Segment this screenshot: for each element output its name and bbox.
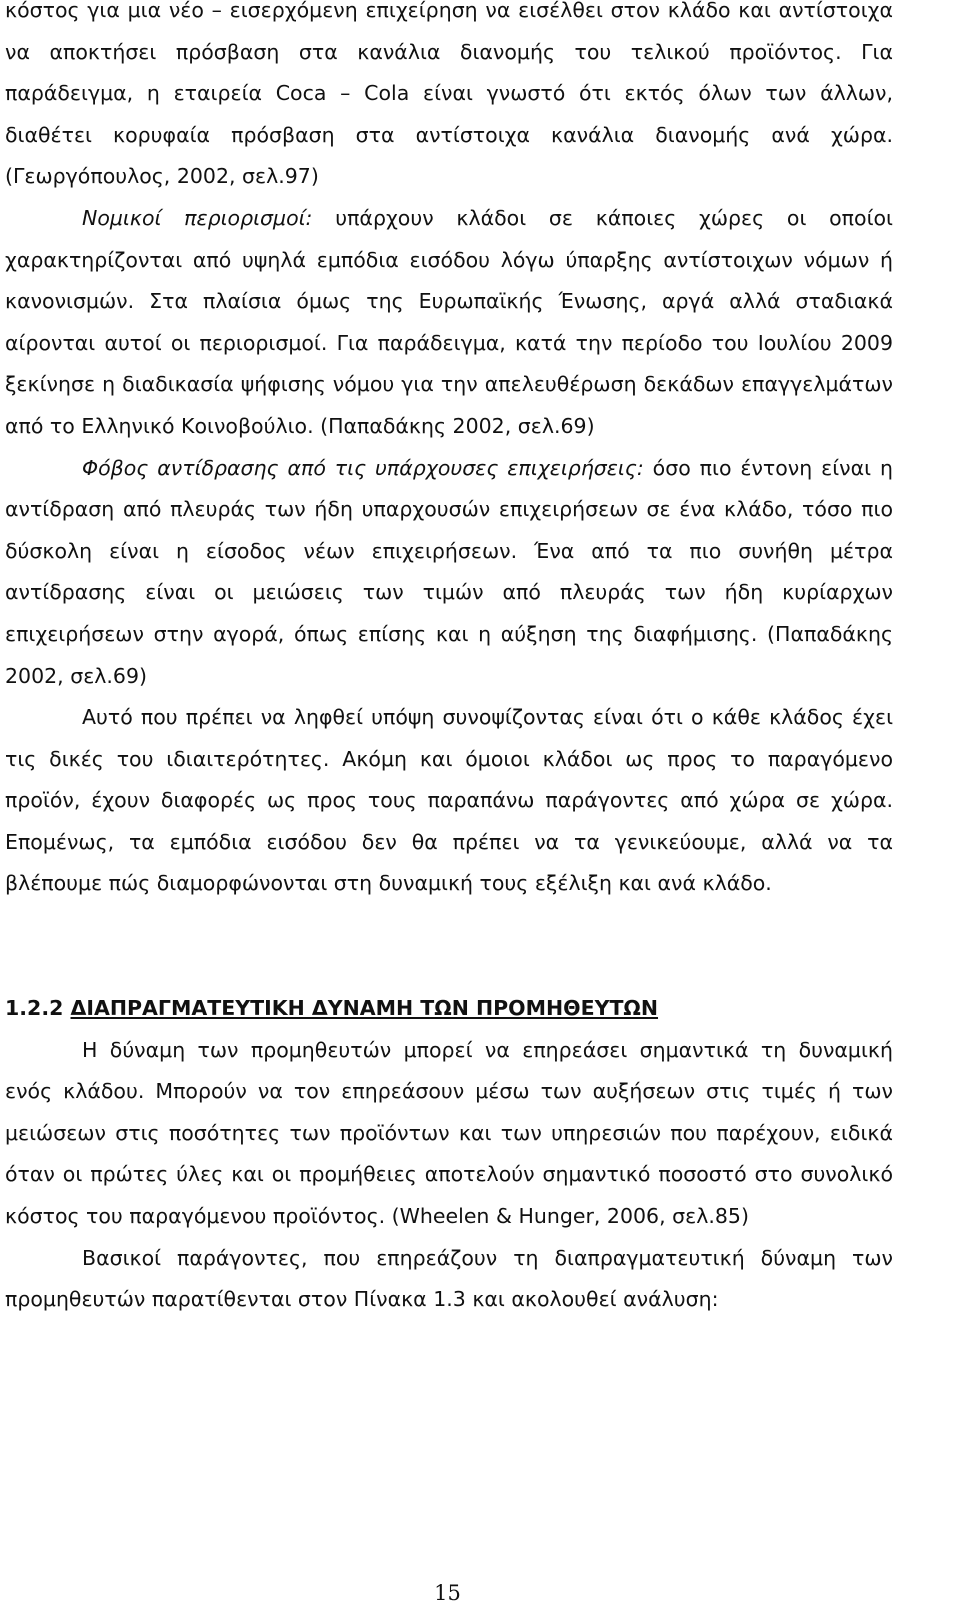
paragraph-distribution-channels: κόστος για μια νέο – εισερχόμενη επιχείρηση να εισέλθει στον κλάδο και αντίστοιχα να αποκτήσει πρόσβαση στα κανάλια διανομής του τελικού προϊόντος. Για παράδειγμα, η εταιρεία Coca – Cola είναι γνωστό ότι εκτός όλων των άλλων, διαθέτει κορυφαία πρόσβαση στα αντίστοιχα κανάλια διανομής ανά χώρα. (Γεωργόπουλος, 2002, σελ.97) [5, 0, 893, 189]
paragraph-key-factors: Βασικοί παράγοντες, που επηρεάζουν τη διαπραγματευτική δύναμη των προμηθευτών παρατίθενται στον Πίνακα 1.3 και ακολουθεί ανάλυση: [5, 1245, 893, 1312]
paragraph-legal-restrictions-text: υπάρχουν κλάδοι σε κάποιες χώρες οι οποίοι χαρακτηρίζονται από υψηλά εμπόδια εισόδου λόγω ύπαρξης αντίστοιχων νόμων ή κανονισμών. Στα πλαίσια όμως της Ευρωπαϊκής Ένωσης, αργά αλλά σταδιακά αίρονται αυτοί οι περιορισμοί. Για παράδειγμα, κατά την περίοδο του Ιουλίου 2009 ξεκίνησε η διαδικασία ψήφισης νόμου για την απελευθέρωση δεκάδων επαγγελμάτων από το Ελληνικό Κοινοβούλιο. (Παπαδάκης 2002, σελ.69) [5, 205, 893, 438]
paragraph-reaction-fear [5, 448, 893, 698]
body-text [5, 0, 893, 1321]
paragraph-supplier-power: Η δύναμη των προμηθευτών μπορεί να επηρεάσει σημαντικά τη δυναμική ενός κλάδου. Μπορούν να τον επηρεάσουν μέσω των αυξήσεων στις τιμές ή των μειώσεων στις ποσότητες των προϊόντων και των υπηρεσιών που παρέχουν, ειδικά όταν οι πρώτες ύλες και οι προμήθειες αποτελούν σημαντικό ποσοστό στο συνολικό κόστος του παραγόμενου προϊόντος. (Wheelen & Hunger, 2006, σελ.85) [5, 1037, 893, 1229]
page-number: 15 [434, 1581, 461, 1605]
section-heading [5, 988, 893, 1030]
section-title: ΔΙΑΠΡΑΓΜΑΤΕΥΤΙΚΗ ΔΥΝΑΜΗ ΤΩΝ ΠΡΟΜΗΘΕΥΤΩΝ [70, 996, 659, 1021]
section-spacer [5, 905, 893, 988]
paragraph-summary: Αυτό που πρέπει να ληφθεί υπόψη συνοψίζοντας είναι ότι ο κάθε κλάδος έχει τις δικές του ιδιαιτερότητες. Ακόμη και όμοιοι κλάδοι ως προς το παραγόμενο προϊόν, έχουν διαφορές ως προς τους παραπάνω παράγοντες από χώρα σε χώρα. Επομένως, τα εμπόδια εισόδου δεν θα πρέπει να τα γενικεύουμε, αλλά να τα βλέπουμε πώς διαμορφώνονται στη δυναμική τους εξέλιξη και ανά κλάδο. [5, 705, 893, 896]
term-reaction-fear: Φόβος αντίδρασης από τις υπάρχουσες επιχειρήσεις: [82, 455, 644, 480]
term-legal-restrictions: Νομικοί περιορισμοί: [82, 205, 313, 230]
paragraph-legal-restrictions [5, 198, 893, 448]
section-number: 1.2.2 [5, 996, 71, 1021]
paragraph-reaction-fear-text: όσο πιο έντονη είναι η αντίδραση από πλευράς των ήδη υπαρχουσών επιχειρήσεων σε ένα κλάδο, τόσο πιο δύσκολη είναι η είσοδος νέων επιχειρήσεων. Ένα από τα πιο συνήθη μέτρα αντίδρασης είναι οι μειώσεις των τιμών από πλευράς των ήδη κυρίαρχων επιχειρήσεων στην αγορά, όπως επίσης και η αύξηση της διαφήμισης. (Παπαδάκης 2002, σελ.69) [5, 455, 893, 688]
